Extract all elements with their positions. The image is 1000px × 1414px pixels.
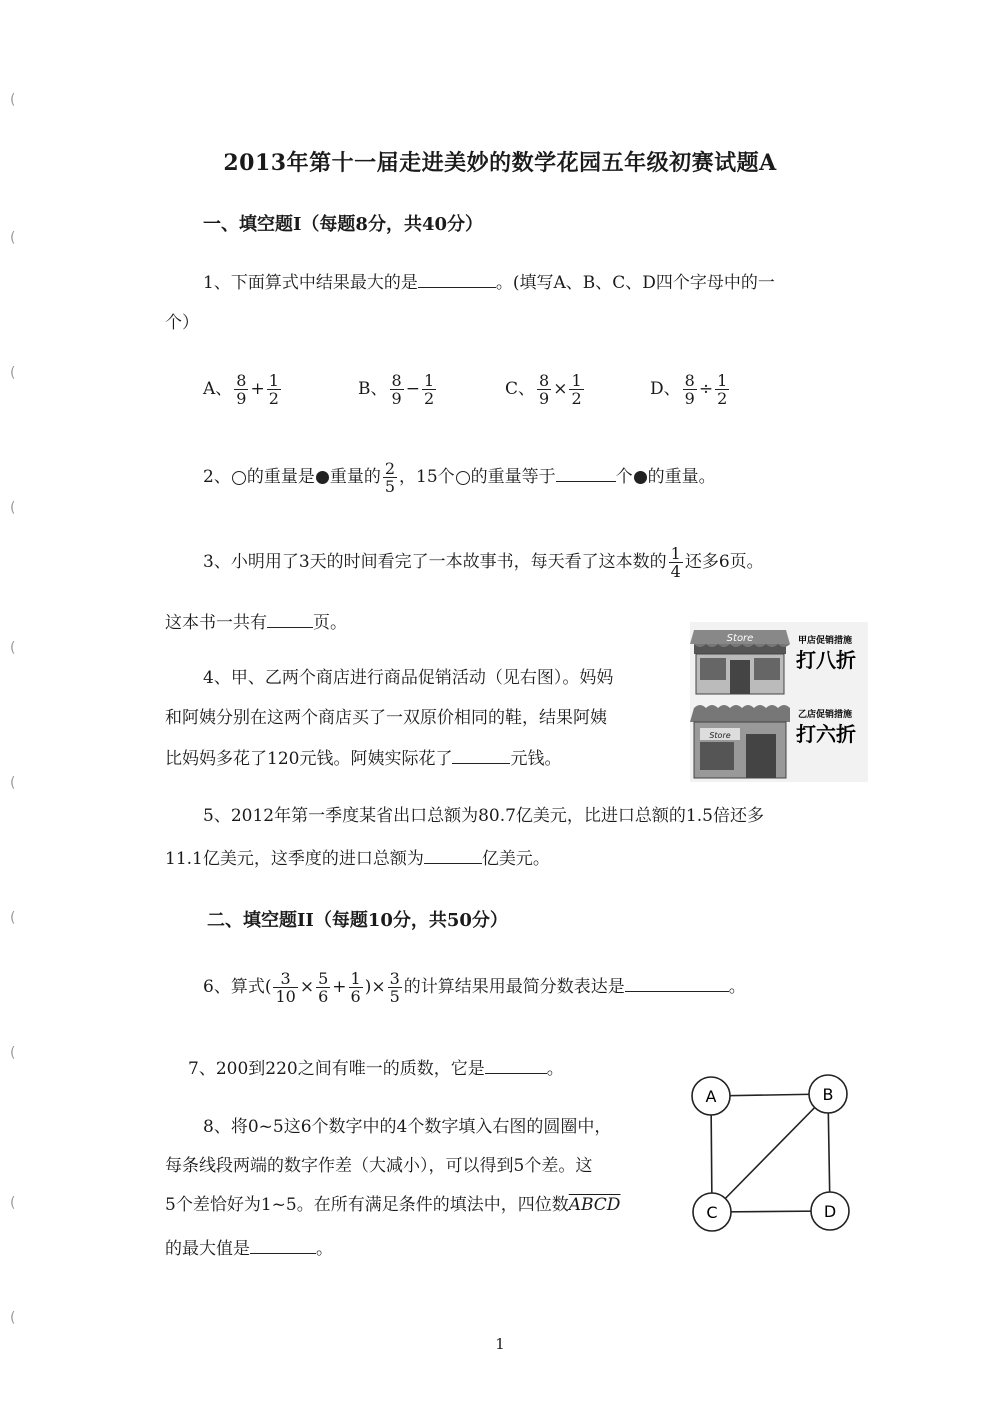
- question-3: 3、小明用了3天的时间看完了一本故事书，每天看了这本数的 $\frac{1}{4}$ 还多6页。: [203, 544, 764, 581]
- question-2: 2、 的重量是 重量的 $\frac{2}{5}$ ，15个 的重量等于 个 的重量。: [203, 459, 716, 496]
- binder-hole: (: [10, 230, 16, 246]
- store-jia-title: 甲店促销措施: [798, 636, 853, 646]
- binder-hole: (: [10, 775, 16, 791]
- question-1: 1、下面算式中结果最大的是 。(填写A、B、C、D四个字母中的一: [203, 270, 775, 293]
- question-5-line-2: 11.1亿美元，这季度的进口总额为 亿美元。: [165, 846, 550, 869]
- answer-blank[interactable]: [485, 1056, 547, 1074]
- node-d-label: D: [823, 1202, 837, 1221]
- binder-hole: (: [10, 500, 16, 516]
- node-a-label: A: [705, 1087, 717, 1106]
- question-8-line-3: 5个差恰好为1~5。在所有满足条件的填法中，四位数ABCD: [165, 1195, 621, 1215]
- option-a: A、 $\frac{8}{9}$ + $\frac{1}{2}$: [203, 371, 279, 408]
- question-5-line-1: 5、2012年第一季度某省出口总额为80.7亿美元，比进口总额的1.5倍还多: [203, 806, 764, 826]
- hollow-circle-icon: [456, 471, 470, 485]
- hollow-circle-icon: [232, 471, 246, 485]
- binder-hole: (: [10, 92, 16, 108]
- store-yi-title: 乙店促销措施: [798, 710, 853, 720]
- node-c-label: C: [706, 1203, 718, 1222]
- question-8-line-4: 的最大值是 。: [165, 1236, 333, 1259]
- page-number: 1: [495, 1335, 505, 1353]
- option-b: B、 $\frac{8}{9}$ − $\frac{1}{2}$: [358, 371, 435, 408]
- question-3-continued: 这本书一共有 页。: [165, 610, 347, 633]
- edge-bc: [712, 1094, 828, 1212]
- circle-graph-diagram: [688, 1072, 858, 1236]
- binder-hole: (: [10, 1195, 16, 1211]
- question-4-line-3: 比妈妈多花了120元钱。阿姨实际花了 元钱。: [165, 746, 561, 769]
- store-illustration: [690, 622, 868, 782]
- store-jia-icon: [690, 630, 790, 694]
- answer-blank[interactable]: [424, 846, 482, 864]
- question-1-continued: 个）: [165, 313, 199, 333]
- filled-circle-icon: [634, 471, 647, 484]
- binder-hole: (: [10, 1310, 16, 1326]
- question-4-line-1: 4、甲、乙两个商店进行商品促销活动（见右图）。妈妈: [203, 668, 614, 688]
- answer-blank[interactable]: [556, 464, 616, 482]
- page-title: 2013年第十一届走进美妙的数学花园五年级初赛试题A: [223, 150, 777, 176]
- question-8-line-2: 每条线段两端的数字作差（大减小），可以得到5个差。这: [165, 1156, 593, 1176]
- answer-blank[interactable]: [250, 1236, 316, 1254]
- section-heading-1: 一、填空题I（每题8分，共40分）: [203, 214, 483, 235]
- question-6: 6、算式( $\frac{3}{10}$ × $\frac{5}{6}$ + $\frac{1}{6}$ )× $\frac{3}{5}$ 的计算结果用最简分数表达是 。: [203, 969, 746, 1006]
- option-d: D、 $\frac{8}{9}$ ÷ $\frac{1}{2}$: [650, 371, 728, 408]
- answer-blank[interactable]: [418, 270, 496, 288]
- section-heading-2: 二、填空题II（每题10分，共50分）: [207, 910, 508, 931]
- number-abcd: ABCD: [568, 1195, 621, 1215]
- option-c: C、 $\frac{8}{9}$ × $\frac{1}{2}$: [505, 371, 582, 408]
- svg-text:Store: Store: [726, 633, 754, 644]
- question-7: 7、200到220之间有唯一的质数，它是 。: [188, 1056, 564, 1079]
- answer-blank[interactable]: [267, 610, 313, 628]
- stores-image: [690, 622, 868, 782]
- binder-hole: (: [10, 1045, 16, 1061]
- node-b-label: B: [822, 1085, 834, 1104]
- answer-blank[interactable]: [625, 974, 729, 992]
- binder-hole: (: [10, 910, 16, 926]
- store-jia-promo: 打八折: [796, 648, 856, 672]
- binder-hole: (: [10, 640, 16, 656]
- answer-blank[interactable]: [452, 746, 510, 764]
- svg-text:Store: Store: [709, 731, 731, 740]
- question-4-line-2: 和阿姨分别在这两个商店买了一双原价相同的鞋，结果阿姨: [165, 708, 607, 728]
- filled-circle-icon: [316, 471, 329, 484]
- question-8-line-1: 8、将0~5这6个数字中的4个数字填入右图的圆圈中，: [203, 1117, 612, 1137]
- binder-hole: (: [10, 365, 16, 381]
- store-yi-promo: 打六折: [796, 722, 856, 746]
- store-yi-icon: [690, 705, 790, 778]
